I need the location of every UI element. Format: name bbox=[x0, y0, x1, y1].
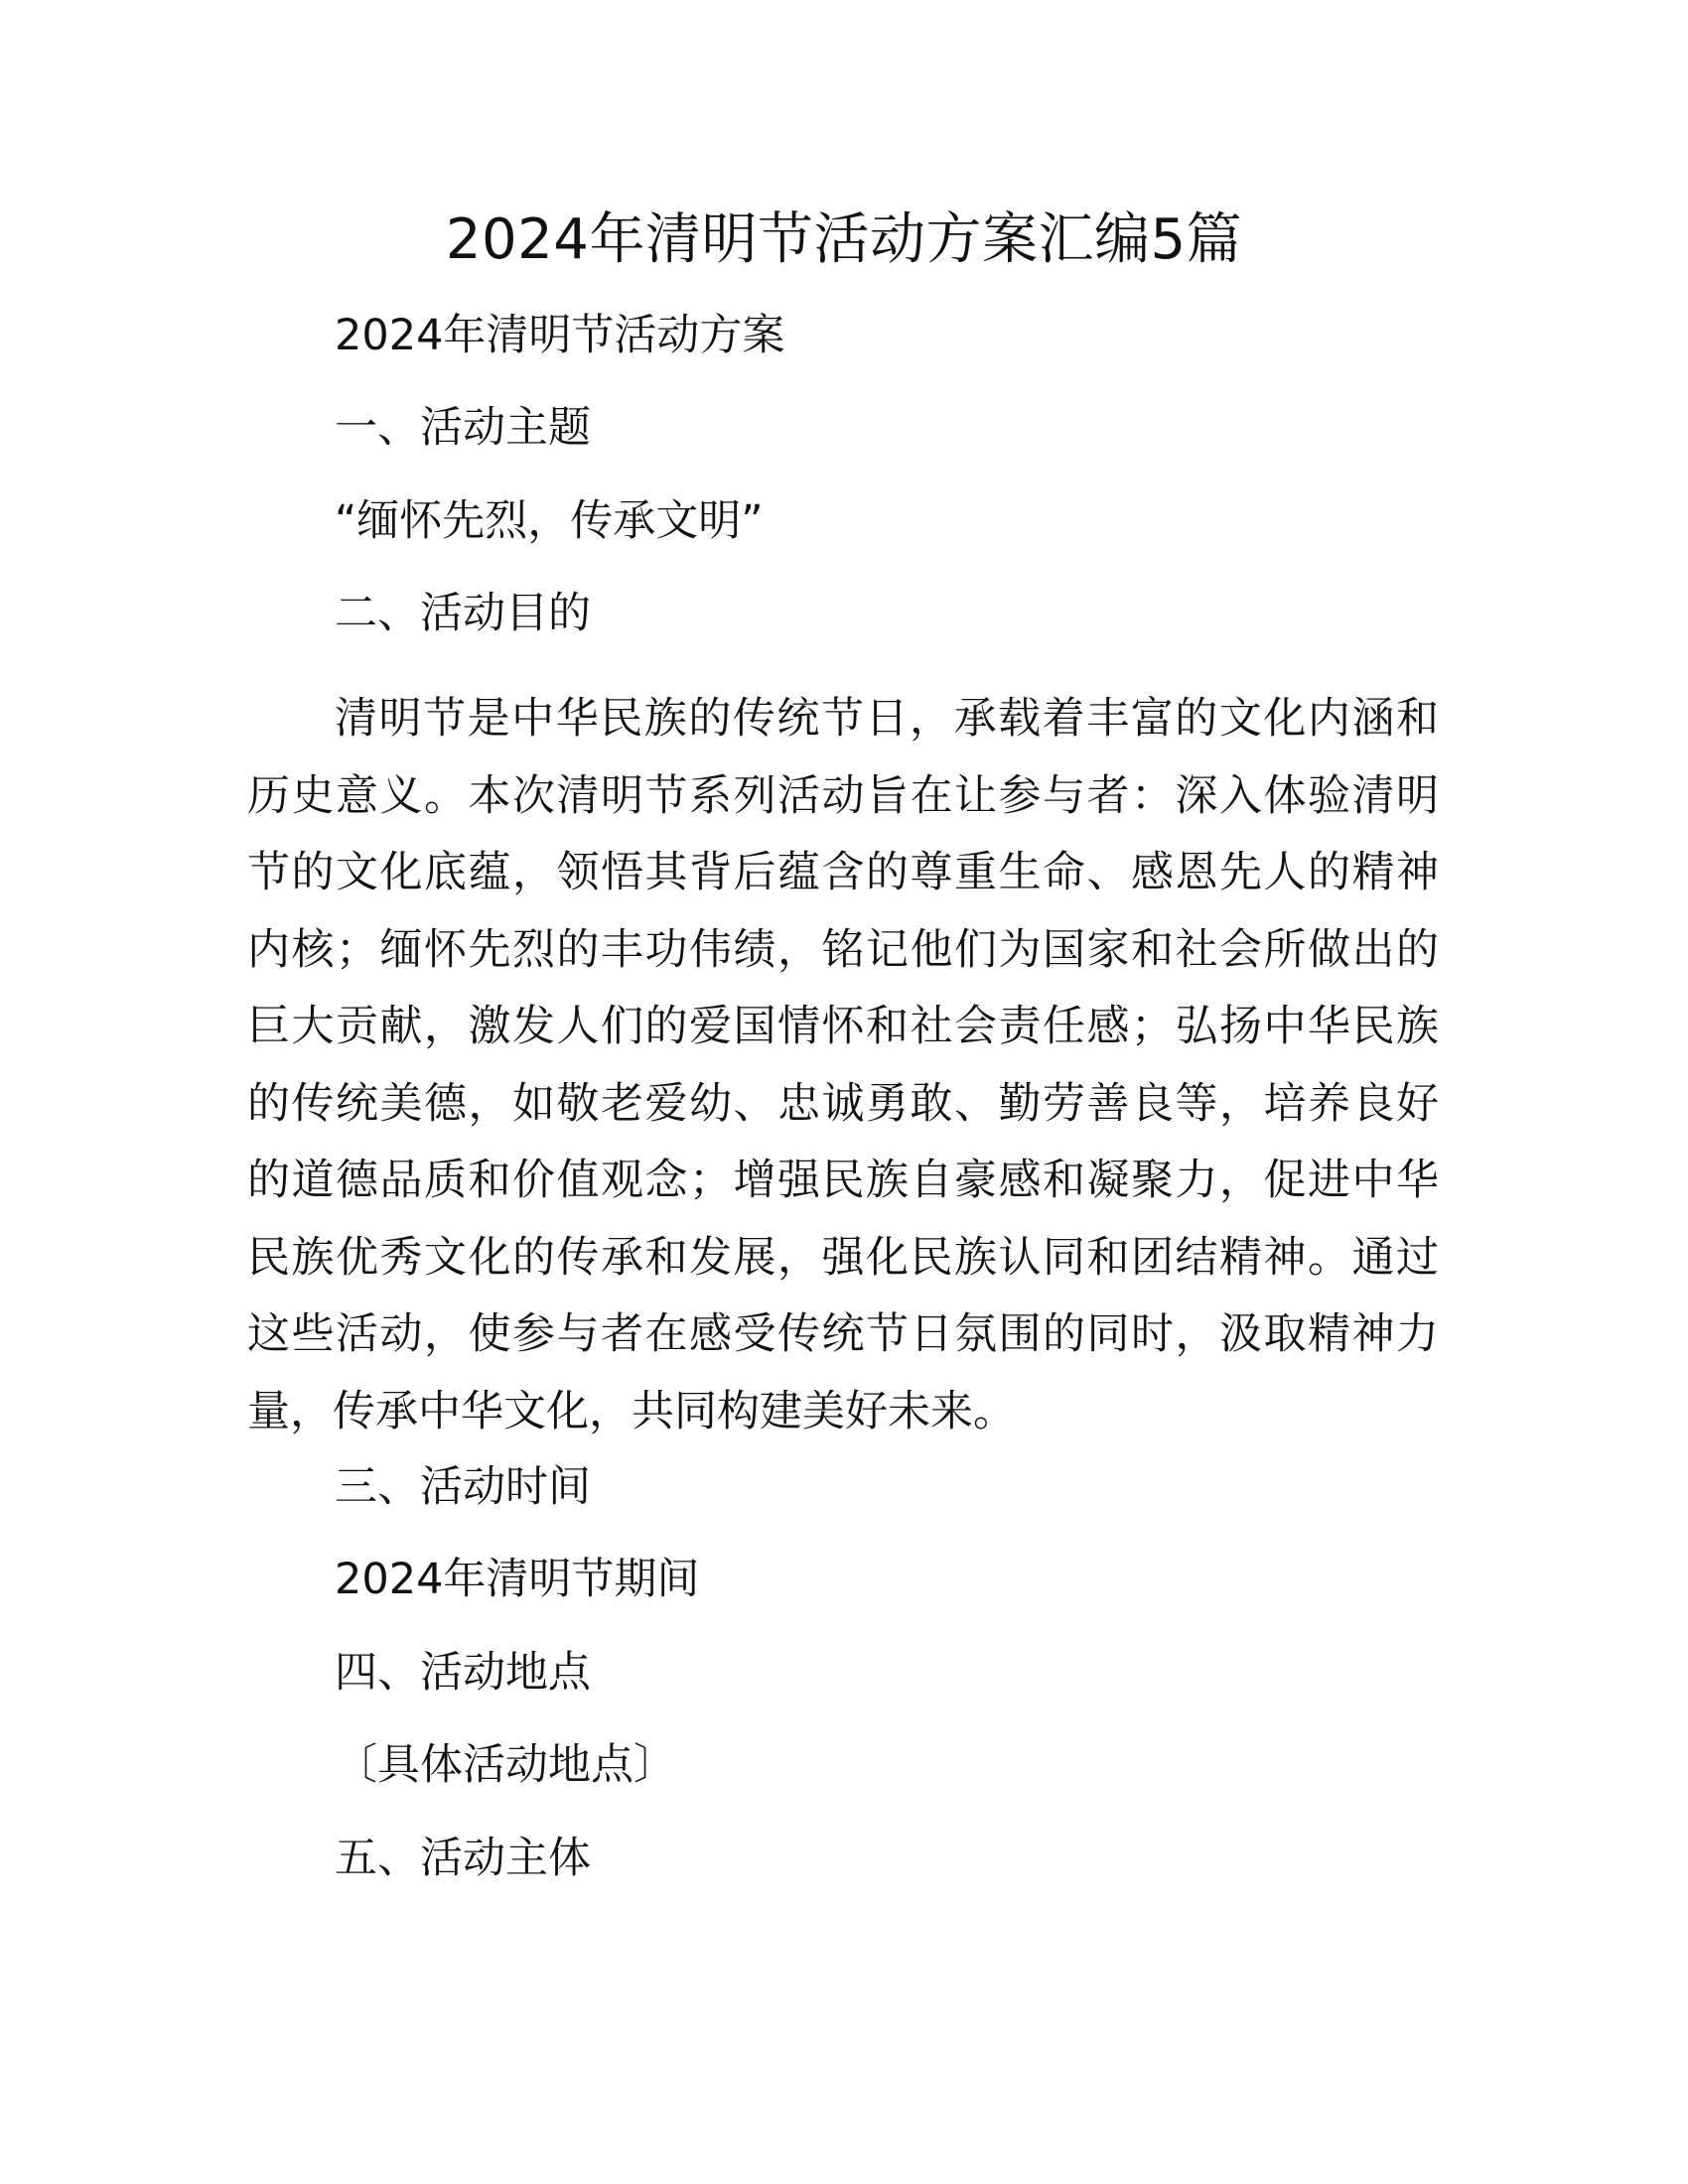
location-text: 〔具体活动地点〕 bbox=[335, 1740, 676, 1790]
document-subtitle: 2024年清明节活动方案 bbox=[335, 311, 785, 360]
section-heading-theme: 一、活动主题 bbox=[335, 403, 591, 453]
section-heading-location: 四、活动地点 bbox=[335, 1648, 591, 1698]
section-heading-time: 三、活动时间 bbox=[335, 1462, 591, 1512]
purpose-paragraph: 清明节是中华民族的传统节日，承载着丰富的文化内涵和历史意义。本次清明节系列活动旨在让参与者：深入体验清明节的文化底蕴，领悟其背后蕴含的尊重生命、感恩先人的精神内核；缅怀先烈的丰功伟绩，铭记他们为国家和社会所做出的巨大贡献，激发人们的爱国情怀和社会责任感；弘扬中华民族的传统美德，如敬老爱幼、忠诚勇敢、勤劳善良等，培养良好的道德品质和价值观念；增强民族自豪感和凝聚力，促进中华民族优秀文化的传承和发展，强化民族认同和团结精神。通过这些活动，使参与者在感受传统节日氛围的同时，汲取精神力量，传承中华文化，共同构建美好未来。 bbox=[247, 694, 1439, 1436]
document-title: 2024年清明节活动方案汇编5篇 bbox=[445, 207, 1243, 272]
section-heading-purpose: 二、活动目的 bbox=[335, 589, 591, 638]
section-heading-subject: 五、活动主体 bbox=[335, 1834, 591, 1883]
theme-text: “缅怀先烈，传承文明” bbox=[335, 496, 764, 546]
time-text: 2024年清明节期间 bbox=[335, 1555, 700, 1604]
